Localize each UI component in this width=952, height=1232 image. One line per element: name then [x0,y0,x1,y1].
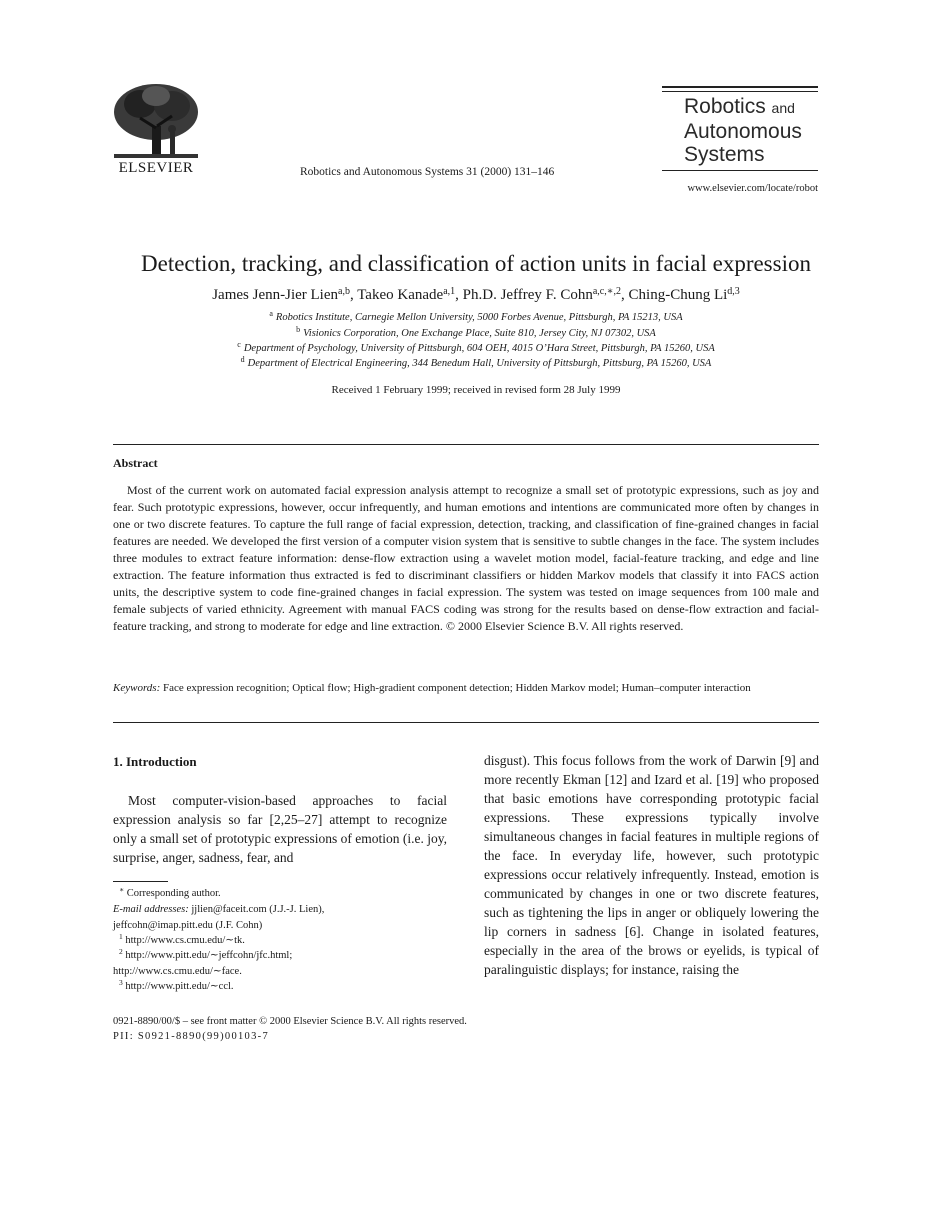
journal-title-line2: Autonomous [684,120,802,143]
publisher-name: ELSEVIER [118,160,194,176]
footnote-mark: ∗ [119,885,125,894]
journal-rule-bottom [662,170,818,171]
keywords-label: Keywords: [113,682,161,694]
abstract-rule-bottom [113,722,819,723]
journal-title [684,95,802,166]
journal-title-line3: Systems [684,143,765,166]
author-affiliation-marks: a,b [338,286,350,297]
footnote-url[interactable]: http://www.cs.cmu.edu/∼tk. [125,935,245,946]
affiliation-text: Visionics Corporation, One Exchange Place, Suite 810, Jersey City, NJ 07302, USA [303,328,656,339]
author-name: Takeo Kanade [357,287,444,303]
journal-title-line1: Robotics [684,95,766,118]
footnote-rule [113,881,168,882]
front-matter-notice: 0921-8890/00/$ – see front matter © 2000 Elsevier Science B.V. All rights reserved. [113,1016,467,1027]
journal-citation: Robotics and Autonomous Systems 31 (2000) 131–146 [300,166,555,178]
footnote-url[interactable]: http://www.pitt.edu/∼jeffcohn/jfc.html; [125,950,293,961]
keywords-text: Face expression recognition; Optical flow; High-gradient component detection; Hidden Markov model; Human–computer interaction [163,682,751,694]
affiliation-mark: a [269,309,273,318]
received-dates: Received 1 February 1999; received in revised form 28 July 1999 [331,384,621,396]
footnote-mark: 3 [119,978,123,987]
author-name: Ph.D. Jeffrey F. Cohn [462,287,593,303]
footnote-mark: 1 [119,932,123,941]
journal-rule-top [662,86,818,88]
author-separator: , [349,287,358,303]
footnote-text: Corresponding author. [126,888,221,899]
affiliation-mark: b [296,325,301,334]
author-separator: , [455,287,463,303]
affiliation-text: Department of Electrical Engineering, 344 Benedum Hall, University of Pittsburgh, Pittsburg, PA 15260, USA [247,358,712,369]
elsevier-tree-logo [110,82,202,160]
author-affiliation-marks: a,1 [443,286,456,297]
abstract-rule-top [113,444,819,445]
footnote-1 [119,933,245,949]
abstract-body: Most of the current work on automated facial expression analysis attempt to recognize a small set of prototypic expressions, such as joy and fear. Such prototypic expressions, however, occur infrequently, and human emotions and intentions are communicated more often by changes in one or two discrete features. To capture the full range of facial expression, detection, tracking, and classification of fine-grained changes in facial features are needed. We developed the first version of a computer vision system that is sensitive to subtle changes in the face. The system includes three modules to extract feature information: dense-flow extraction using a wavelet motion model, facial-feature tracking, and edge and line extraction. The feature information thus extracted is fed to discriminant classifiers or hidden Markov models that classify it into FACS action units, the descriptive system to code fine-grained changes in facial expression. The system was tested on image sequences from 100 male and female subjects of varied ethnicity. Agreement with manual FACS coding was strong for the results based on dense-flow extraction and facial-feature tracking, and strong to moderate for edge and line extraction. © 2000 Elsevier Science B.V. All rights reserved. [113,483,819,633]
affiliation-text: Department of Psychology, University of Pittsburgh, 604 OEH, 4015 O’Hara Street, Pittsburgh, PA 15260, USA [243,343,715,354]
affiliation-mark: d [240,355,245,364]
author-separator: , [621,287,629,303]
email-address[interactable]: jjlien@faceit.com (J.J.-J. Lien), [191,904,325,915]
footnote-corresponding [119,886,221,902]
affiliation-d [0,355,952,369]
footnote-mark: 2 [119,947,123,956]
journal-url[interactable]: www.elsevier.com/locate/robot [687,183,818,194]
author-affiliation-marks: a,c,∗,2 [592,286,622,297]
footnote-2 [119,948,292,964]
section-heading-introduction: 1. Introduction [113,754,197,769]
author-name: Ching-Chung Li [628,287,728,303]
author-affiliation-marks: d,3 [727,286,740,297]
abstract-heading: Abstract [113,456,158,470]
journal-title-and: and [771,100,795,116]
footnote-url[interactable]: http://www.pitt.edu/∼ccl. [125,981,234,992]
paper-title: Detection, tracking, and classification of action units in facial expression [141,251,811,276]
author-name: James Jenn-Jier Lien [212,287,338,303]
keywords [113,681,819,697]
footnote-email-cont[interactable]: jeffcohn@imap.pitt.edu (J.F. Cohn) [113,920,263,931]
introduction-right-column: disgust). This focus follows from the work of Darwin [9] and more recently Ekman [12] and Izard et al. [19] who proposed that basic emotions have corresponding prototypic facial expressions. These expressions typically involve simultaneous changes in facial features in multiple regions of the face. In everyday life, however, such prototypic expressions occur relatively infrequently. Instead, emotion is communicated by changes in one or two discrete features, such as tightening the lips in anger or obliquely lowering the lip corners in sadness [6]. Change in isolated features, especially in the area of the brows or eyelids, is typical of paralinguistic displays; for instance, raising the [484,753,819,977]
journal-rule-top-thin [662,91,818,92]
affiliation-a [0,309,952,323]
affiliation-text: Robotics Institute, Carnegie Mellon University, 5000 Forbes Avenue, Pittsburgh, PA 15213, USA [275,312,683,323]
email-label: E-mail addresses: [113,904,189,915]
introduction-left-column: Most computer-vision-based approaches to facial expression analysis so far [2,25–27] attempt to recognize only a small set of prototypic expressions of emotion (i.e. joy, surprise, anger, sadness, fear, and [113,793,447,865]
affiliation-b [0,325,952,339]
footnote-2-cont[interactable]: http://www.cs.cmu.edu/∼face. [113,966,242,977]
affiliation-mark: c [237,340,241,349]
pii-identifier: PII: S0921-8890(99)00103-7 [113,1031,270,1042]
footnote-3 [119,979,234,995]
author-list [0,287,952,304]
footnote-email [113,902,324,918]
affiliation-c [0,340,952,354]
